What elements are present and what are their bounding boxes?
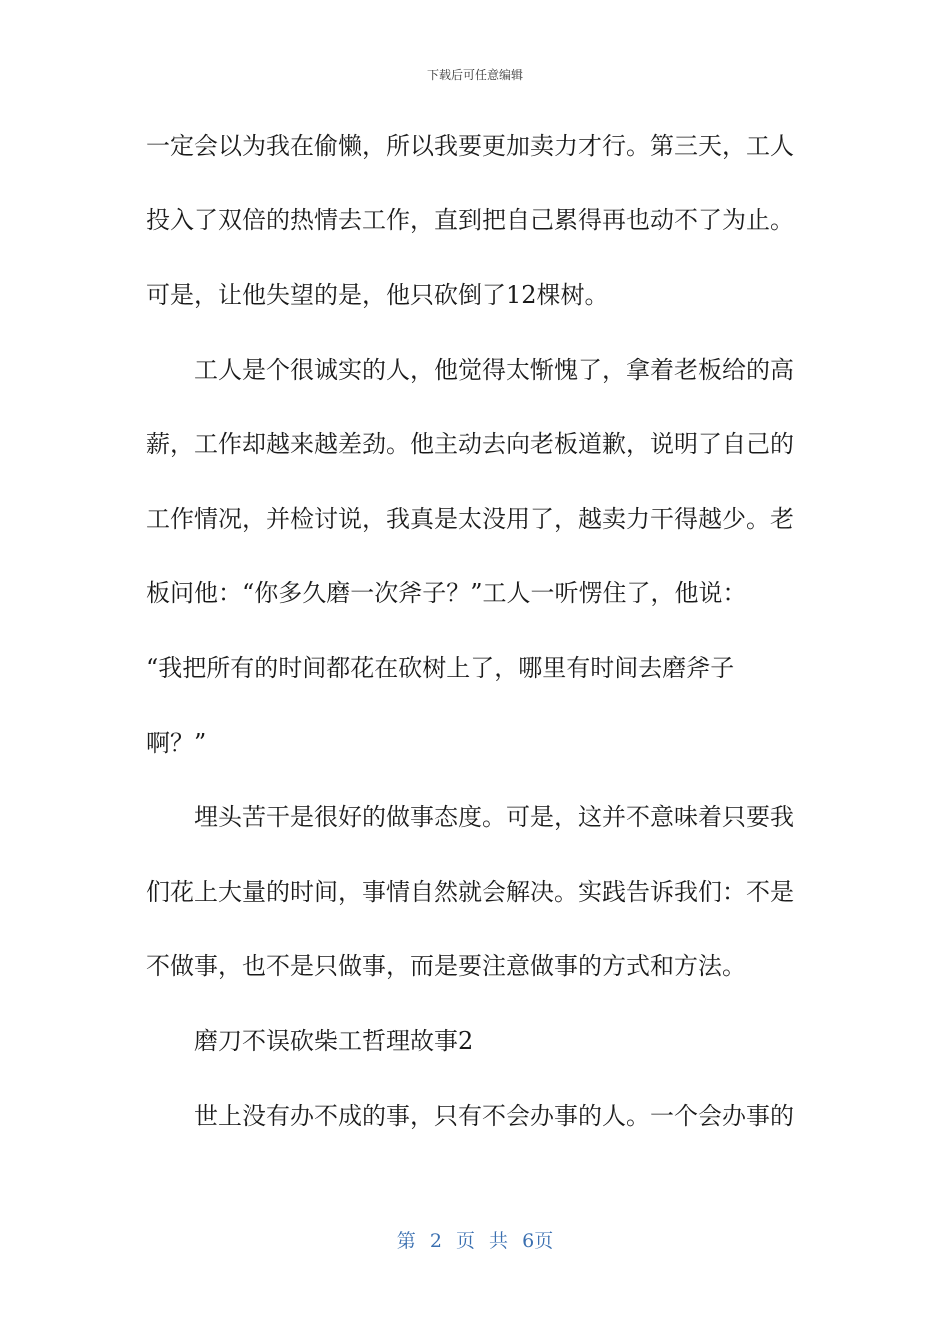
- paragraph-start-line: 埋头苦干是很好的做事态度。可是，这并不意味着只要我: [194, 803, 794, 831]
- paragraph-start-line: 工人是个很诚实的人，他觉得太惭愧了，拿着老板给的高: [194, 356, 794, 384]
- header-note: 下载后可任意编辑: [426, 68, 523, 82]
- footer-label-gong: 共: [489, 1230, 509, 1252]
- footer-current-page: 2: [429, 1230, 442, 1252]
- text-line: 工作情况，并检讨说，我真是太没用了，越卖力干得越少。老: [146, 505, 794, 533]
- text-line: 薪，工作却越来越差劲。他主动去向老板道歉，说明了自己的: [146, 430, 794, 458]
- text-line: 不做事，也不是只做事，而是要注意做事的方式和方法。: [146, 952, 746, 980]
- text-line: 们花上大量的时间，事情自然就会解决。实践告诉我们：不是: [146, 878, 794, 906]
- section-heading: 磨刀不误砍柴工哲理故事2: [194, 1027, 474, 1055]
- footer-label-di: 第: [396, 1230, 416, 1252]
- page-footer: [0, 1226, 950, 1253]
- footer-total-pages: 6页: [522, 1230, 554, 1252]
- text-line: 可是，让他失望的是，他只砍倒了12棵树。: [146, 281, 609, 309]
- text-line: 一定会以为我在偷懒，所以我要更加卖力才行。第三天，工人: [146, 132, 794, 160]
- footer-label-ye: 页: [455, 1230, 475, 1252]
- text-line: “我把所有的时间都花在砍树上了，哪里有时间去磨斧子: [146, 654, 735, 682]
- text-line: 板问他：“你多久磨一次斧子？”工人一听愣住了，他说：: [146, 579, 747, 607]
- text-line: 啊？”: [146, 729, 207, 757]
- paragraph-start-line: 世上没有办不成的事，只有不会办事的人。一个会办事的: [194, 1102, 794, 1130]
- text-line: 投入了双倍的热情去工作，直到把自己累得再也动不了为止。: [146, 206, 794, 234]
